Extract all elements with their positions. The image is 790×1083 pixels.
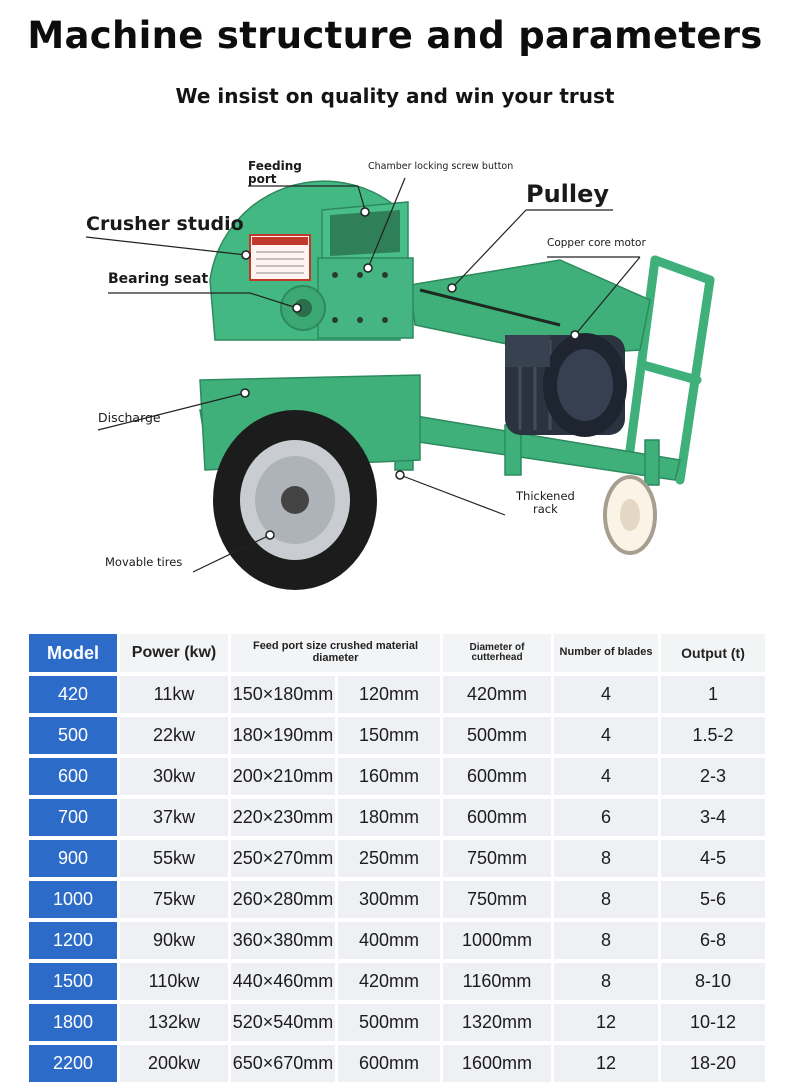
cell-crushed: 250mm bbox=[338, 840, 440, 877]
callout-movable-tires: Movable tires bbox=[105, 555, 183, 569]
cell-blades: 4 bbox=[554, 717, 658, 754]
cell-blades: 8 bbox=[554, 922, 658, 959]
table-row bbox=[29, 758, 765, 795]
cell-diameter: 750mm bbox=[443, 840, 551, 877]
machine-drawing bbox=[0, 140, 790, 600]
cell-power: 37kw bbox=[120, 799, 228, 836]
table-row bbox=[29, 840, 765, 877]
table-header-row bbox=[29, 634, 765, 672]
cell-power: 75kw bbox=[120, 881, 228, 918]
callout-chamber-locking: Chamber locking screw button bbox=[368, 161, 514, 172]
cell-blades: 8 bbox=[554, 963, 658, 1000]
table-body bbox=[29, 676, 765, 1082]
table-row bbox=[29, 676, 765, 713]
cell-output: 6-8 bbox=[661, 922, 765, 959]
cell-feed: 650×670mm bbox=[231, 1045, 335, 1082]
cell-crushed: 420mm bbox=[338, 963, 440, 1000]
cell-power: 132kw bbox=[120, 1004, 228, 1041]
large-wheel bbox=[213, 410, 377, 590]
header-model: Model bbox=[29, 634, 117, 672]
cell-model: 1200 bbox=[29, 922, 117, 959]
cell-feed: 150×180mm bbox=[231, 676, 335, 713]
cell-diameter: 500mm bbox=[443, 717, 551, 754]
cell-blades: 12 bbox=[554, 1004, 658, 1041]
cell-diameter: 420mm bbox=[443, 676, 551, 713]
table-row bbox=[29, 922, 765, 959]
cell-diameter: 1000mm bbox=[443, 922, 551, 959]
callout-feeding-port-text: Feeding port bbox=[248, 159, 302, 187]
cell-power: 90kw bbox=[120, 922, 228, 959]
cell-model: 2200 bbox=[29, 1045, 117, 1082]
cell-power: 22kw bbox=[120, 717, 228, 754]
cell-crushed: 600mm bbox=[338, 1045, 440, 1082]
cell-feed: 440×460mm bbox=[231, 963, 335, 1000]
cell-output: 18-20 bbox=[661, 1045, 765, 1082]
table-row bbox=[29, 963, 765, 1000]
cell-blades: 4 bbox=[554, 676, 658, 713]
table-row bbox=[29, 1045, 765, 1082]
machine-illustration bbox=[0, 140, 790, 600]
cell-model: 1000 bbox=[29, 881, 117, 918]
caster-wheel bbox=[605, 477, 655, 553]
cell-diameter: 1160mm bbox=[443, 963, 551, 1000]
cell-output: 5-6 bbox=[661, 881, 765, 918]
cell-blades: 8 bbox=[554, 881, 658, 918]
cell-crushed: 120mm bbox=[338, 676, 440, 713]
cell-output: 4-5 bbox=[661, 840, 765, 877]
cell-feed: 200×210mm bbox=[231, 758, 335, 795]
motor-shape bbox=[505, 333, 627, 437]
table-row bbox=[29, 1004, 765, 1041]
cell-model: 700 bbox=[29, 799, 117, 836]
cell-crushed: 150mm bbox=[338, 717, 440, 754]
handle-frame bbox=[630, 260, 710, 480]
cell-output: 1.5-2 bbox=[661, 717, 765, 754]
page-subtitle: We insist on quality and win your trust bbox=[175, 84, 615, 108]
callout-bearing-seat: Bearing seat bbox=[108, 271, 209, 287]
callout-thickened-rack bbox=[516, 490, 575, 515]
cell-crushed: 400mm bbox=[338, 922, 440, 959]
header-blades: Number of blades bbox=[554, 634, 658, 672]
cell-output: 2-3 bbox=[661, 758, 765, 795]
cell-feed: 360×380mm bbox=[231, 922, 335, 959]
page-title: Machine structure and parameters bbox=[27, 14, 763, 57]
cell-power: 110kw bbox=[120, 963, 228, 1000]
cell-power: 11kw bbox=[120, 676, 228, 713]
cell-model: 1500 bbox=[29, 963, 117, 1000]
cell-diameter: 750mm bbox=[443, 881, 551, 918]
cell-crushed: 300mm bbox=[338, 881, 440, 918]
cell-output: 3-4 bbox=[661, 799, 765, 836]
cell-model: 900 bbox=[29, 840, 117, 877]
cell-blades: 4 bbox=[554, 758, 658, 795]
header-diameter: Diameter of cutterhead bbox=[443, 634, 551, 672]
table-row bbox=[29, 881, 765, 918]
cell-output: 8-10 bbox=[661, 963, 765, 1000]
cell-model: 500 bbox=[29, 717, 117, 754]
cell-crushed: 500mm bbox=[338, 1004, 440, 1041]
header-power: Power (kw) bbox=[120, 634, 228, 672]
cell-output: 1 bbox=[661, 676, 765, 713]
cell-crushed: 160mm bbox=[338, 758, 440, 795]
cell-blades: 6 bbox=[554, 799, 658, 836]
table-row bbox=[29, 799, 765, 836]
callout-pulley: Pulley bbox=[526, 180, 610, 208]
cell-crushed: 180mm bbox=[338, 799, 440, 836]
cell-blades: 12 bbox=[554, 1045, 658, 1082]
cell-model: 600 bbox=[29, 758, 117, 795]
cell-feed: 180×190mm bbox=[231, 717, 335, 754]
cell-output: 10-12 bbox=[661, 1004, 765, 1041]
cell-feed: 260×280mm bbox=[231, 881, 335, 918]
cell-model: 1800 bbox=[29, 1004, 117, 1041]
callout-copper-motor: Copper core motor bbox=[547, 237, 646, 249]
cell-diameter: 600mm bbox=[443, 758, 551, 795]
cell-diameter: 600mm bbox=[443, 799, 551, 836]
callout-thickened-rack-text: Thickened rack bbox=[516, 489, 575, 516]
callout-feeding-port bbox=[248, 160, 302, 186]
header-output: Output (t) bbox=[661, 634, 765, 672]
cell-feed: 220×230mm bbox=[231, 799, 335, 836]
callout-discharge: Discharge bbox=[98, 410, 161, 425]
cell-diameter: 1600mm bbox=[443, 1045, 551, 1082]
cell-feed: 250×270mm bbox=[231, 840, 335, 877]
cell-blades: 8 bbox=[554, 840, 658, 877]
header-feed-port: Feed port size crushed material diameter bbox=[231, 634, 440, 672]
cell-diameter: 1320mm bbox=[443, 1004, 551, 1041]
parameters-table bbox=[26, 630, 768, 1083]
cell-power: 30kw bbox=[120, 758, 228, 795]
cell-feed: 520×540mm bbox=[231, 1004, 335, 1041]
callout-crusher-studio: Crusher studio bbox=[86, 213, 244, 235]
cell-model: 420 bbox=[29, 676, 117, 713]
cell-power: 55kw bbox=[120, 840, 228, 877]
cell-power: 200kw bbox=[120, 1045, 228, 1082]
table-row bbox=[29, 717, 765, 754]
